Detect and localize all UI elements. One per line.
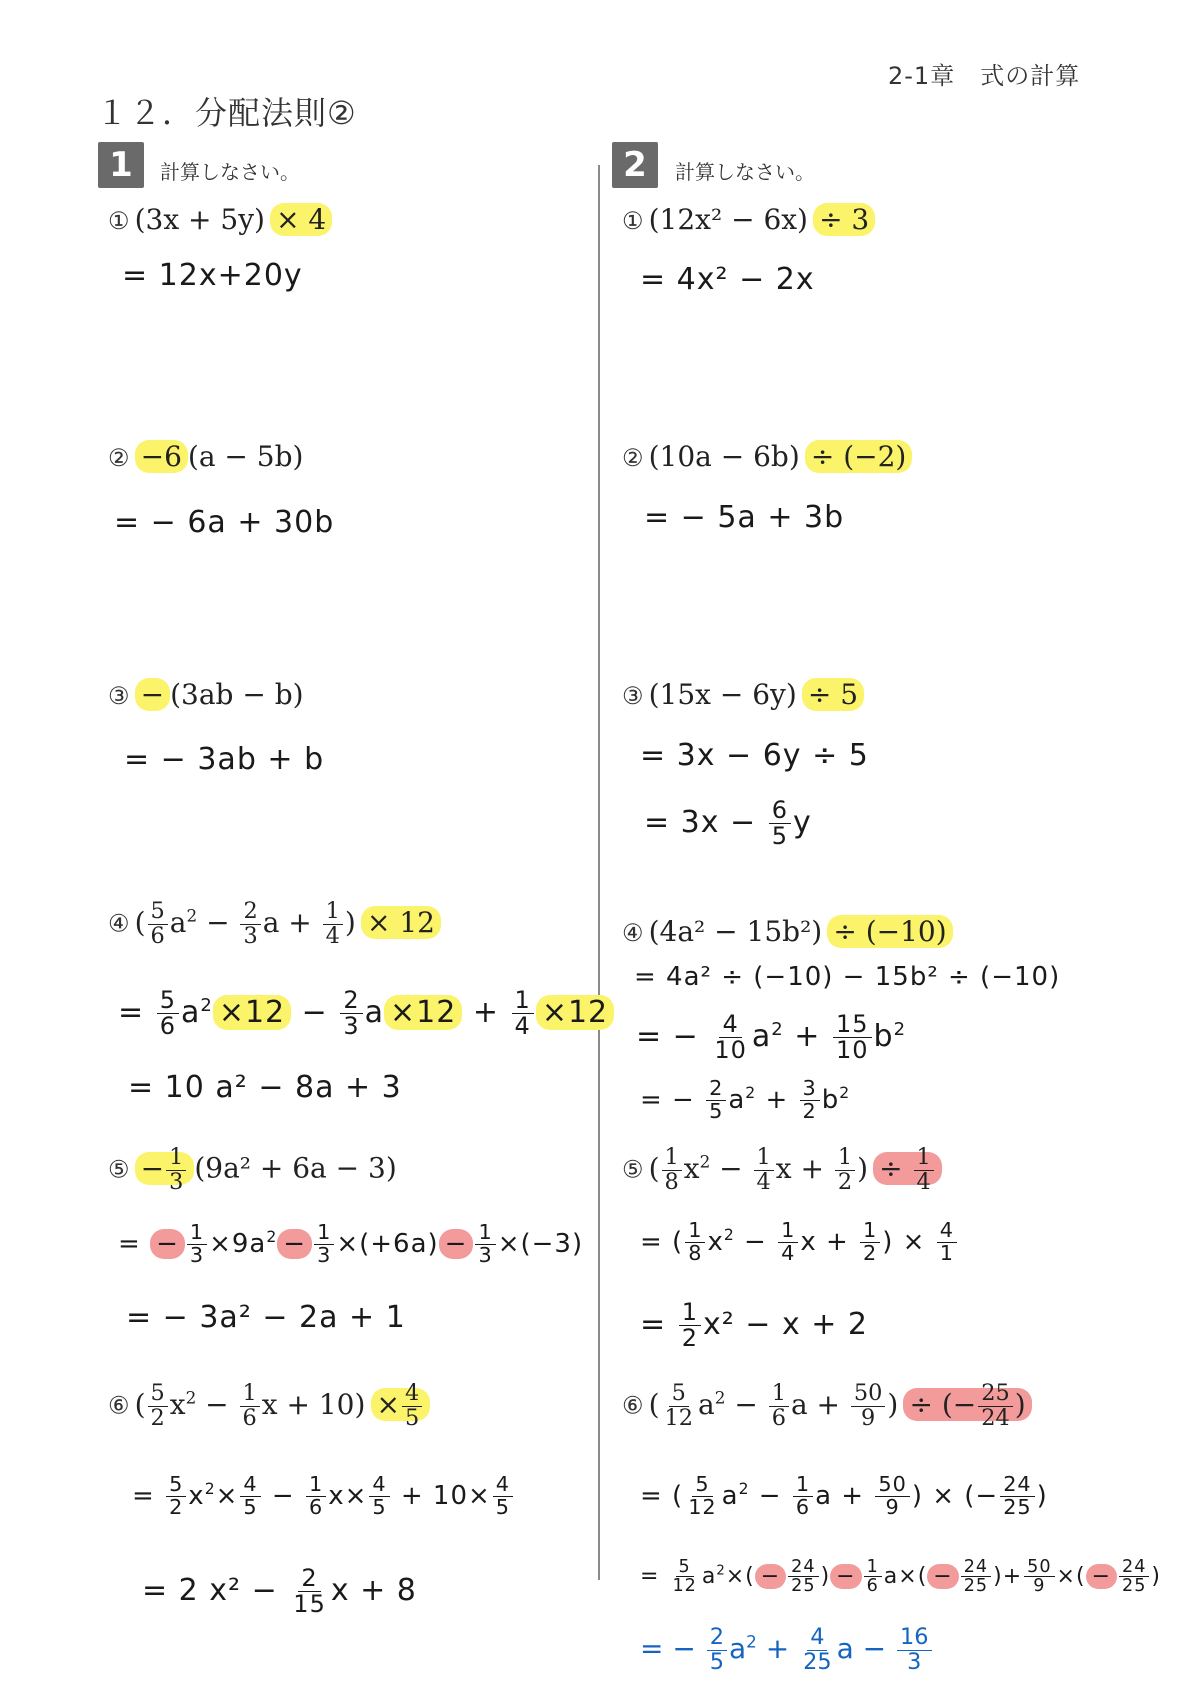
s2-q6-number: ⑥: [622, 1391, 644, 1420]
s1-q4-number: ④: [108, 909, 130, 938]
page-title: １２．分配法則②: [96, 94, 357, 132]
s1-q3-highlight: −: [135, 678, 170, 711]
s1-problem-6: ⑥ ( $\frac{5}{2}$ $x^2$ − $\frac{1}{6}$ x + 10) × $\frac{4}{5}$: [108, 1382, 430, 1430]
chapter-label: 2-1章 式の計算: [888, 62, 1081, 90]
s1-q5-expr: (9a² + 6a − 3): [194, 1151, 397, 1185]
s2-q2-expr: (10a − 6b): [648, 440, 800, 473]
s2-problem-5: ⑤ ( $\frac{1}{8}$ $x^2$ − $\frac{1}{4}$ x + $\frac{1}{2}$ ) ÷ $\frac{1}{4}$: [622, 1146, 942, 1194]
s2-q2-answer: = − 5a + 3b: [644, 500, 845, 535]
s1-q6-number: ⑥: [108, 1391, 130, 1420]
s2-q1-expr: (12x² − 6x): [648, 203, 808, 236]
s1-q2-highlight: −6: [135, 440, 188, 473]
s2-q4-highlight: ÷ (−10): [827, 915, 952, 948]
s2-q5-work: = ( $\frac{1}{8}$ $x^2$ − $\frac{1}{4}$ x + $\frac{1}{2}$ ) × $\frac{4}{1}$: [640, 1220, 959, 1265]
s1-q5-work: = − $\frac{1}{3}$ $\times 9a^2$ − $\frac{1}{3}$ ×(+6a) − $\frac{1}{3}$ ×(−3): [118, 1220, 584, 1267]
s1-q1-expr: (3x + 5y): [134, 203, 265, 236]
s1-q4-highlight: × 12: [361, 906, 441, 939]
s2-q2-highlight: ÷ (−2): [805, 440, 912, 473]
s1-problem-1: [108, 203, 332, 236]
s2-q4-expr: (4a² − 15b²): [648, 915, 823, 948]
s2-problem-6: ⑥ ( $\frac{5}{12}$ $a^2$ − $\frac{1}{6}$ a + $\frac{50}{9}$ ) ÷ (− $\frac{25}{24}$ ): [622, 1382, 1032, 1430]
s1-q2-answer: = − 6a + 30b: [114, 505, 335, 540]
s2-q4-number: ④: [622, 919, 644, 947]
s1-q5-answer: = − 3a² − 2a + 1: [126, 1300, 406, 1335]
s1-q6-work: = $\frac{5}{2}$ $x^2\times$ $\frac{4}{5}$ − $\frac{1}{6}$ x× $\frac{4}{5}$ + 10× $\frac{4}{5}$: [132, 1474, 515, 1519]
s2-q5-answer: = $\frac{1}{2}$ x² − x + 2: [640, 1298, 869, 1353]
s1-q3-answer: = − 3ab + b: [124, 742, 325, 777]
s1-q2-number: ②: [108, 444, 130, 472]
s1-problem-2: [108, 440, 303, 473]
s2-problem-3: [622, 678, 864, 711]
s2-q3-highlight: ÷ 5: [802, 678, 864, 711]
column-divider: [598, 165, 600, 1580]
s2-q3-answer-2: = 3x − $\frac{6}{5}$ y: [644, 796, 812, 851]
section-1-instruction: 計算しなさい。: [160, 160, 300, 184]
s2-q3-number: ③: [622, 682, 644, 710]
s1-problem-4: ④ ( $\frac{5}{6}$ $a^2$ − $\frac{2}{3}$ a + $\frac{1}{4}$ ) × 12: [108, 900, 441, 948]
section-1-badge: 1: [98, 142, 144, 188]
s2-q2-number: ②: [622, 444, 644, 472]
s2-problem-2: [622, 440, 912, 473]
s2-q6-work-1: = ( $\frac{5}{12}$ $a^2$ − $\frac{1}{6}$ a + $\frac{50}{9}$ ) × (− $\frac{24}{25}$ ): [640, 1472, 1048, 1519]
s1-q1-highlight: × 4: [270, 203, 332, 236]
section-2-badge: 2: [612, 142, 658, 188]
s2-q6-work-2: = $\frac{5}{12}$ $a^2\times$( − $\frac{24}{25}$ ) − $\frac{1}{6}$ a×( − $\frac{24}{25}$ )+ $\frac{50}{9}$ ×( − $\frac{24}{25}$ ): [640, 1557, 1161, 1597]
section-2-instruction: 計算しなさい。: [675, 160, 815, 184]
s2-problem-4: [622, 915, 953, 948]
s2-q1-answer: = 4x² − 2x: [640, 262, 815, 297]
s2-q1-number: ①: [622, 207, 644, 235]
s1-q4-work: = $\frac{5}{6}$ $a^2 \times 12$ − $\frac{2}{3}$ a ×12 + $\frac{1}{4}$ ×12: [118, 988, 614, 1039]
s2-q3-expr: (15x − 6y): [648, 678, 797, 711]
s1-q5-number: ⑤: [108, 1155, 130, 1184]
s1-q1-number: ①: [108, 207, 130, 235]
s2-q3-answer-1: = 3x − 6y ÷ 5: [640, 738, 869, 773]
s2-q1-highlight: ÷ 3: [813, 203, 875, 236]
s2-q4-work-2: = − $\frac{4}{10}$ $a^2$ + $\frac{15}{10}$ $b^2$: [636, 1010, 907, 1065]
s1-problem-5: ⑤ − $\frac{1}{3}$ (9a² + 6a − 3): [108, 1144, 397, 1195]
s1-q3-number: ③: [108, 682, 130, 710]
s2-q5-number: ⑤: [622, 1155, 644, 1184]
s1-problem-3: [108, 678, 304, 711]
s1-q2-expr: (a − 5b): [187, 440, 304, 473]
s1-q3-expr: (3ab − b): [170, 678, 304, 711]
s2-q6-answer: = − $\frac{2}{5}$ $a^2$ + $\frac{4}{25}$ a − $\frac{16}{3}$: [640, 1626, 934, 1674]
s2-q4-answer: = − $\frac{2}{5}$ $a^2$ + $\frac{3}{2}$ $b^2$: [640, 1076, 851, 1123]
s1-q4-answer: = 10 a² − 8a + 3: [128, 1070, 402, 1105]
s2-problem-1: [622, 203, 875, 236]
s2-q4-work-1: = 4a² ÷ (−10) − 15b² ÷ (−10): [634, 962, 1061, 992]
s1-q6-answer: = 2 x² − $\frac{2}{15}$ x + 8: [142, 1564, 417, 1619]
s1-q1-answer: = 12x+20y: [122, 258, 303, 293]
